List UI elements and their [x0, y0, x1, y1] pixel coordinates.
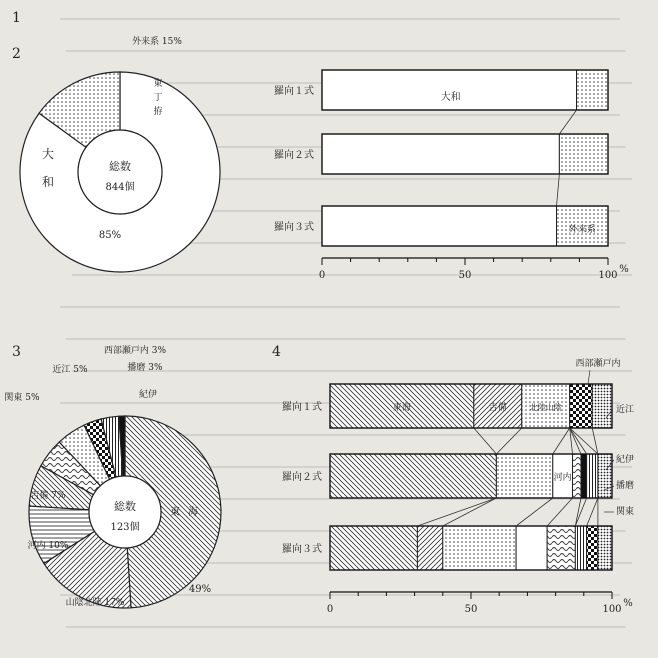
bar-segment	[443, 526, 516, 570]
series-label: 東海	[392, 403, 411, 413]
bar-segment	[330, 454, 496, 498]
bar-segment	[581, 454, 587, 498]
connector-line	[516, 498, 553, 526]
connector-line	[559, 110, 576, 134]
bar-segment	[322, 70, 577, 110]
legend-label: 近江	[616, 405, 635, 415]
slice-label: 播磨 3%	[127, 363, 163, 373]
slice-name-char: 海	[188, 507, 198, 518]
row-label: 羅向２式	[282, 472, 322, 483]
series-label: 外来系	[568, 225, 596, 235]
slice-label: 河内 10%	[27, 541, 69, 551]
slice-name-char: 丁	[153, 93, 163, 103]
series-label: 北陸山陰	[529, 403, 562, 412]
center-value: 123個	[110, 522, 140, 533]
slice-label: 山陰北陸 17%	[65, 598, 125, 608]
slice-name-char: 東	[153, 79, 163, 89]
connector-line	[547, 498, 572, 526]
series-label: 河内	[553, 473, 572, 483]
x-unit-label: %	[623, 598, 633, 609]
bar-segment	[417, 526, 442, 570]
bar-segment	[559, 134, 608, 174]
bar-segment	[587, 526, 598, 570]
slice-label: 紀伊	[138, 390, 158, 400]
bar-segment	[573, 454, 581, 498]
center-label: 総数	[114, 500, 136, 513]
slice-name-char: 大	[41, 147, 55, 161]
panel-number: 2	[12, 46, 21, 62]
series-label: 吉備	[488, 403, 507, 413]
slice-label: 近江 5%	[52, 365, 88, 375]
x-tick-label: 0	[318, 270, 326, 281]
connector-line	[496, 428, 521, 454]
row-label: 羅向３式	[274, 222, 314, 233]
bar-segment	[575, 526, 586, 570]
panel-number: 4	[272, 344, 281, 360]
connector-line	[575, 498, 586, 526]
bar-segment	[587, 454, 598, 498]
connector-line	[553, 428, 570, 454]
slice-label: 西部瀬戸内 3%	[103, 346, 167, 356]
slice-label: 外来系 15%	[132, 37, 182, 47]
legend-label: 播磨	[616, 481, 635, 491]
panel-number: 1	[12, 10, 21, 26]
row-label: 羅向２式	[274, 150, 314, 161]
legend-label: 西部瀬戸内	[575, 359, 621, 369]
x-tick-label: 50	[458, 270, 472, 281]
x-tick-label: 0	[326, 604, 334, 615]
slice-label: 吉備 7%	[30, 491, 66, 501]
row-label: 羅向１式	[274, 86, 314, 97]
bar-segment	[598, 526, 612, 570]
connector-line	[474, 428, 497, 454]
center-value: 844個	[105, 182, 135, 193]
bar-segment	[547, 526, 575, 570]
legend-label: 関東	[616, 507, 635, 517]
center-label: 総数	[109, 160, 131, 173]
slice-name-char: 拵	[153, 107, 163, 117]
row-label: 羅向３式	[282, 544, 322, 555]
legend-label: 紀伊	[616, 455, 635, 465]
bar-segment	[330, 526, 417, 570]
bar-segment	[592, 384, 612, 428]
bar-segment	[496, 454, 552, 498]
x-tick-label: 100	[598, 270, 618, 281]
bar-segment	[322, 134, 559, 174]
bar-segment	[577, 70, 608, 110]
leader-line	[588, 370, 590, 384]
x-unit-label: %	[619, 264, 629, 275]
slice-name-char: 東	[170, 507, 180, 518]
connector-line	[443, 498, 497, 526]
panel-number: 3	[12, 344, 21, 360]
connector-line	[417, 498, 496, 526]
slice-label: 49%	[188, 584, 212, 595]
x-tick-label: 50	[464, 604, 478, 615]
connector-line	[575, 498, 581, 526]
bar-segment	[322, 206, 557, 246]
bar-segment	[516, 526, 547, 570]
connector-line	[557, 174, 560, 206]
series-label: 大和	[440, 92, 461, 103]
slice-label: 85%	[98, 230, 122, 241]
connector-line	[587, 498, 598, 526]
bar-segment	[598, 454, 612, 498]
slice-label: 関東 5%	[4, 393, 40, 403]
slice-name-char: 和	[41, 175, 55, 189]
row-label: 羅向１式	[282, 402, 322, 413]
bar-segment	[570, 384, 593, 428]
x-tick-label: 100	[602, 604, 622, 615]
